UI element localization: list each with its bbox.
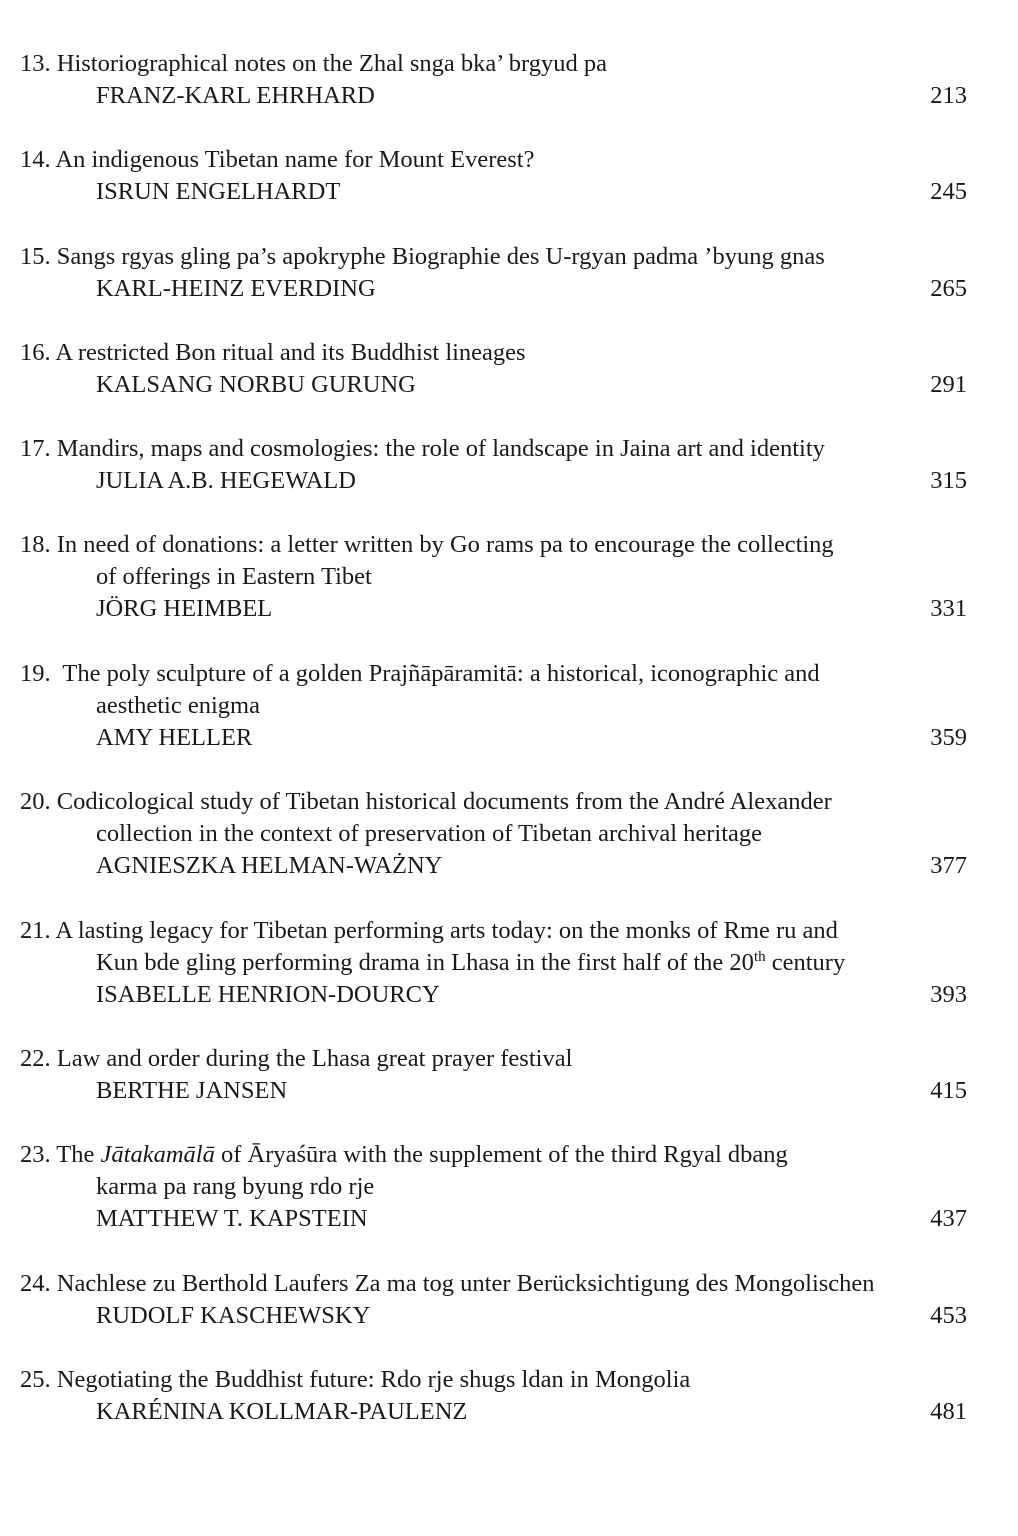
entry-page-number: 415 [930, 1077, 967, 1104]
entry-title: 15. Sangs rgyas gling pa’s apokryphe Biographie des U-rgyan padma ’byung gnas [20, 243, 825, 270]
entry-author: AMY HELLER [96, 724, 253, 751]
entry-author: KALSANG NORBU GURUNG [96, 371, 416, 398]
entry-title [20, 1139, 788, 1171]
entry-author: MATTHEW T. KAPSTEIN [96, 1205, 368, 1232]
entry-page-number: 291 [930, 371, 967, 398]
entry-page-number: 393 [930, 981, 967, 1008]
entry-author: AGNIESZKA HELMAN-WAŻNY [96, 852, 443, 879]
entry-author: BERTHE JANSEN [96, 1077, 288, 1104]
entry-title: 20. Codicological study of Tibetan historical documents from the André Alexander [20, 788, 832, 815]
ordinal-superscript: th [753, 949, 766, 965]
title-text-tail: of Āryaśūra with the supplement of the third Rgyal dbang [214, 1141, 788, 1168]
title-italic-text: Jātakamālā [100, 1141, 215, 1168]
entry-author: RUDOLF KASCHEWSKY [96, 1302, 371, 1329]
entry-title: 13. Historiographical notes on the Zhal snga bka’ brgyud pa [20, 50, 607, 77]
entry-title: 22. Law and order during the Lhasa great prayer festival [20, 1045, 573, 1072]
entry-title: 19. The poly sculpture of a golden Prajñāpāramitā: a historical, iconographic and [20, 660, 820, 687]
entry-title: 14. An indigenous Tibetan name for Mount Everest? [20, 146, 535, 173]
entry-page-number: 377 [930, 852, 967, 879]
entry-title: 16. A restricted Bon ritual and its Buddhist lineages [20, 339, 526, 366]
entry-title-continuation: of offerings in Eastern Tibet [96, 563, 372, 590]
entry-title: 21. A lasting legacy for Tibetan performing arts today: on the monks of Rme ru and [20, 917, 838, 944]
entry-author: KARÉNINA KOLLMAR-PAULENZ [96, 1398, 468, 1425]
entry-page-number: 265 [930, 275, 967, 302]
entry-title: 24. Nachlese zu Berthold Laufers Za ma tog unter Berücksichtigung des Mongolischen [20, 1270, 875, 1297]
entry-author: JULIA A.B. HEGEWALD [96, 467, 356, 494]
entry-page-number: 437 [930, 1205, 967, 1232]
entry-title: 25. Negotiating the Buddhist future: Rdo rje shugs ldan in Mongolia [20, 1366, 691, 1393]
entry-author: FRANZ-KARL EHRHARD [96, 82, 375, 109]
entry-author: ISABELLE HENRION-DOURCY [96, 981, 440, 1008]
title-text-tail: century [765, 949, 846, 976]
title-text: 23. The [20, 1141, 101, 1168]
entry-title-continuation: karma pa rang byung rdo rje [96, 1173, 375, 1200]
entry-page-number: 213 [930, 82, 967, 109]
entry-page-number: 453 [930, 1302, 967, 1329]
entry-page-number: 481 [930, 1398, 967, 1425]
title-text: Kun bde gling performing drama in Lhasa in the first half of the 20 [96, 949, 754, 976]
entry-title: 17. Mandirs, maps and cosmologies: the role of landscape in Jaina art and identity [20, 435, 825, 462]
entry-author: ISRUN ENGELHARDT [96, 178, 341, 205]
entry-author: JÖRG HEIMBEL [96, 595, 273, 622]
entry-author: KARL-HEINZ EVERDING [96, 275, 376, 302]
entry-title-continuation: collection in the context of preservation of Tibetan archival heritage [96, 820, 763, 847]
entry-title-continuation [96, 947, 845, 979]
entry-page-number: 315 [930, 467, 967, 494]
entry-page-number: 331 [930, 595, 967, 622]
entry-title-continuation: aesthetic enigma [96, 692, 260, 719]
entry-page-number: 359 [930, 724, 967, 751]
entry-title: 18. In need of donations: a letter written by Go rams pa to encourage the collecting [20, 531, 834, 558]
entry-page-number: 245 [930, 178, 967, 205]
